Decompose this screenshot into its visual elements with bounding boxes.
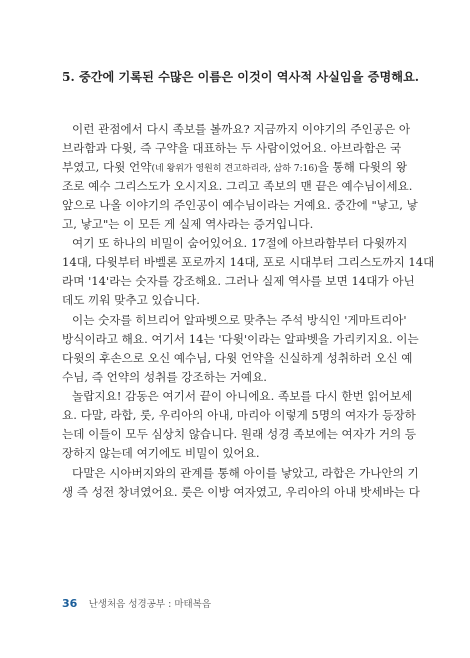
book-title: 난생처음 성경공부 : 마태복음 — [88, 599, 212, 610]
section-heading: 5. 중간에 기록된 수많은 이름은 이것이 역사적 사실임을 증명해요. — [62, 70, 420, 84]
body-line: 이는 숫자를 히브리어 알파벳으로 맞추는 주석 방식인 '게마트리아' — [72, 313, 407, 327]
body-line: 여기 또 하나의 비밀이 숨어있어요. 17절에 아브라함부터 다윗까지 — [72, 236, 408, 250]
body-text: 을 통해 다윗의 왕 — [317, 160, 408, 174]
body-line: 다말은 시아버지와의 관계를 통해 아이를 낳았고, 라합은 가나안의 기 — [72, 466, 419, 480]
body-line: 요. 다말, 라합, 룻, 우리아의 아내, 마리아 이렇게 5명의 여자가 등장하 — [62, 408, 416, 422]
body-line: 수님, 즉 언약의 성취를 강조하는 거예요. — [62, 370, 267, 384]
page-footer — [62, 596, 211, 610]
body-line: 라며 '14'라는 숫자를 강조해요. 그러나 실제 역사를 보면 14대가 아닌 — [62, 274, 415, 288]
page-number: 36 — [62, 597, 78, 610]
body-line: 다윗의 후손으로 오신 예수님, 다윗 언약을 신실하게 성취하러 오신 예 — [62, 351, 413, 365]
body-line: 데도 끼워 맞추고 있습니다. — [62, 293, 200, 307]
body-line: 앞으로 나올 이야기의 주인공이 예수님이라는 거예요. 중간에 "낳고, 낳 — [62, 198, 418, 212]
body-line-with-note — [62, 160, 409, 176]
body-line: 브라함과 다윗, 즉 구약을 대표하는 두 사람이었어요. 아브라함은 국 — [62, 141, 402, 155]
body-line: 14대, 다윗부터 바벨론 포로까지 14대, 포로 시대부터 그리스도까지 14대 — [62, 255, 435, 269]
body-line: 놀랍지요! 감동은 여기서 끝이 아니에요. 족보를 다시 한번 읽어보세 — [72, 389, 413, 403]
body-line: 생 즉 성전 창녀였어요. 룻은 이방 여자였고, 우리아의 아내 밧세바는 다 — [62, 485, 420, 499]
body-line: 방식이라고 해요. 여기서 14는 '다윗'이라는 알파벳을 가리키지요. 이는 — [62, 332, 419, 346]
body-text: 부였고, 다윗 언약 — [62, 160, 152, 174]
body-line: 이런 관점에서 다시 족보를 볼까요? 지금까지 이야기의 주인공은 아 — [72, 122, 411, 136]
body-line: 장하지 않는데 여기에도 비밀이 있어요. — [62, 446, 260, 460]
body-line: 조로 예수 그리스도가 오시지요. 그리고 족보의 맨 끝은 예수님이세요. — [62, 179, 413, 193]
inline-note: (네 왕위가 영원히 견고하리라, 삼하 7:16) — [151, 164, 318, 174]
body-line: 는데 이들이 모두 심상치 않습니다. 원래 성경 족보에는 여자가 거의 등 — [62, 427, 417, 441]
body-line: 고, 낳고"는 이 모든 게 실제 역사라는 증거입니다. — [62, 217, 314, 231]
